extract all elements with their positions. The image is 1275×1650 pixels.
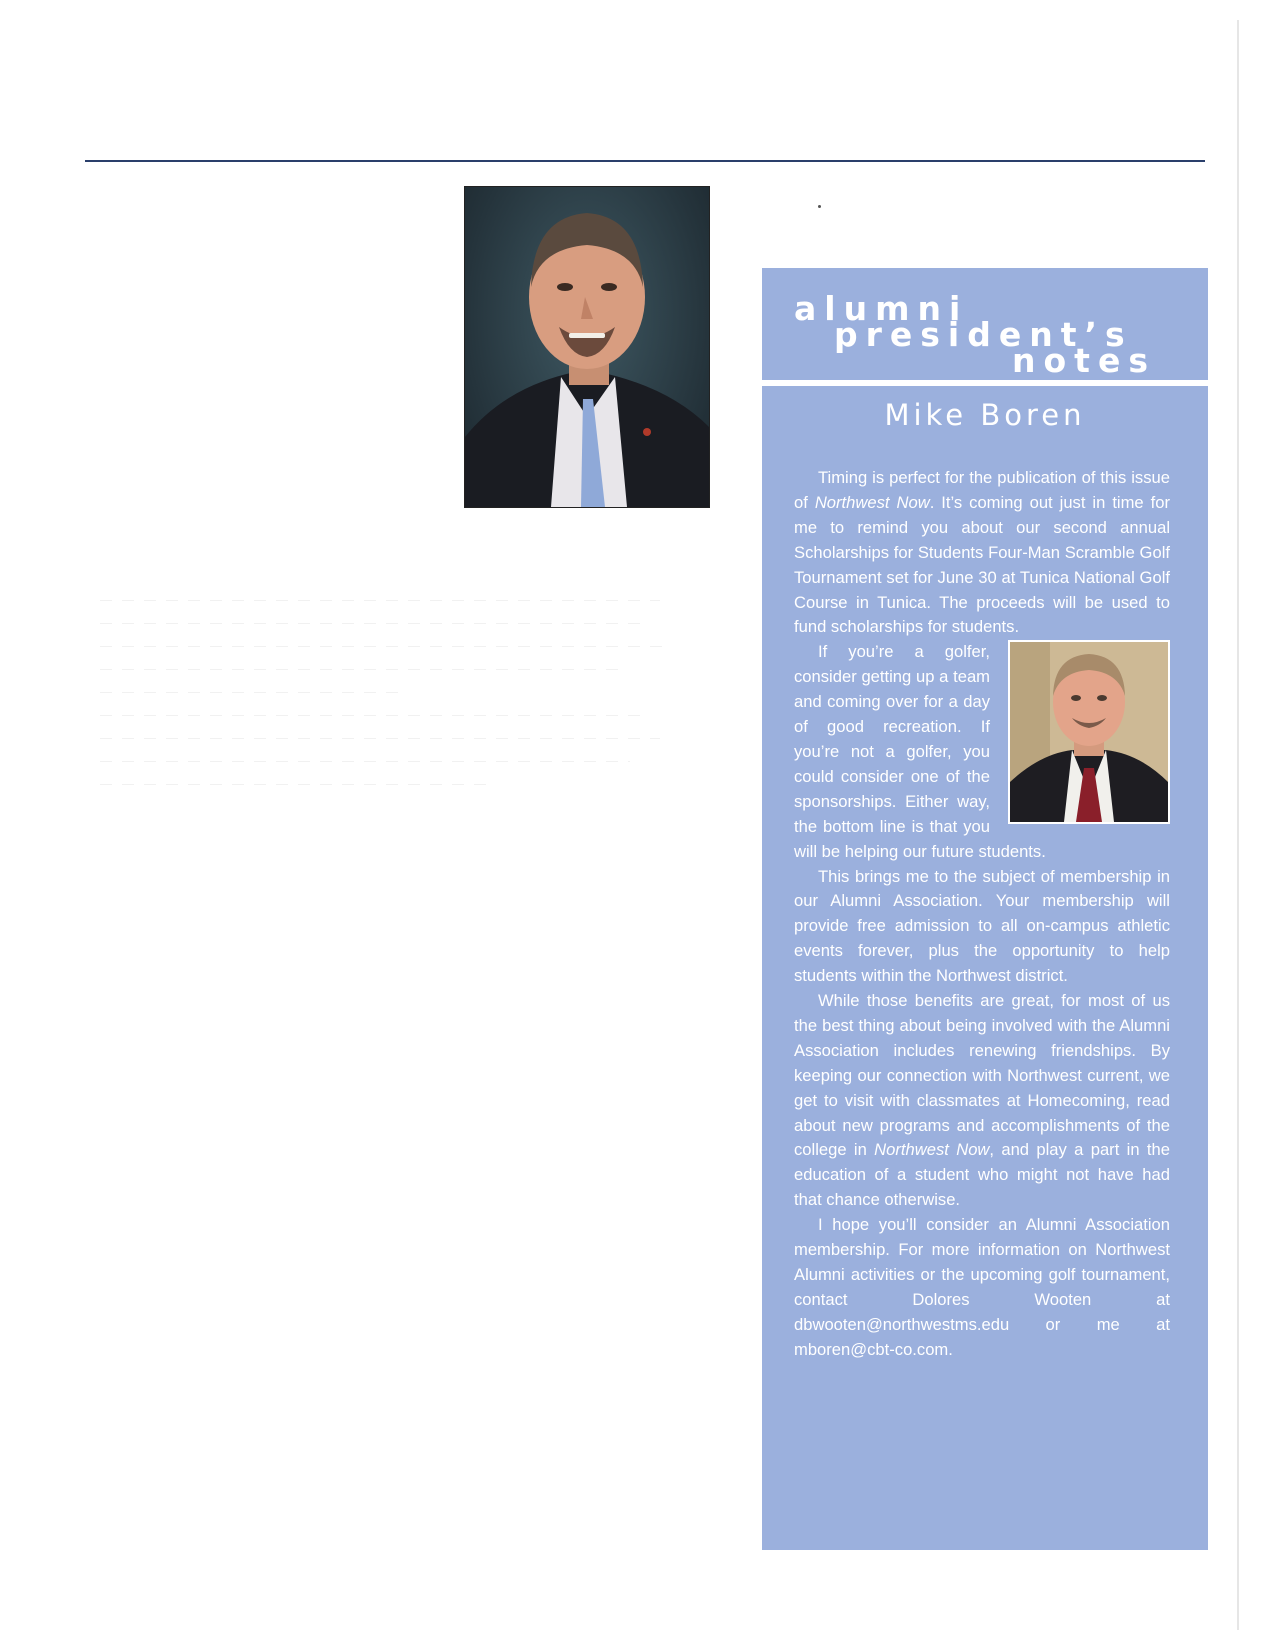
title-word-alumni: alumni (794, 289, 969, 328)
stray-dot (818, 205, 821, 208)
paragraph-1-part-1: Timing is perfect for the publication of this issue of (794, 468, 1170, 512)
publication-name: Northwest Now (874, 1140, 990, 1160)
paragraph-4 (794, 989, 1170, 1213)
title-word-notes: notes (1012, 341, 1156, 380)
paragraph-4-part-1: While those benefits are great, for most of us the best thing about being involved with the Alumni Association includes renewing friendships. By keeping our connection with Northwest current, we get to visit with classmates at Homecoming, read about new programs and accomplishments of the college in (794, 991, 1170, 1160)
header-rule (85, 160, 1205, 162)
faded-left-column (100, 600, 700, 1500)
paragraph-2: If you’re a golfer, consider getting up a team and coming over for a day of good recreation. If you’re not a golfer, you could consider one of the sponsorships. Either way, the bottom line is that you will be helping our future students. (794, 642, 1046, 861)
publication-name: Northwest Now (814, 492, 930, 512)
paragraph-3: This brings me to the subject of membership in our Alumni Association. Your membership will provide free admission to all on-campus athletic events forever, plus the opportunity to help students within the Northwest district. (794, 866, 1170, 986)
page-edge-shadow (1237, 20, 1239, 1630)
sidebar-body (762, 386, 1208, 1550)
title-word-presidents: president’s (834, 315, 1133, 354)
paragraph-4-part-3: , and play a part in the education of a student who might not have had that chance otherwise. (794, 1140, 1170, 1210)
portrait-photo-main (464, 186, 710, 508)
article-body (794, 466, 1170, 1363)
sidebar-title-block (762, 268, 1208, 380)
author-name: Mike Boren (884, 398, 1086, 432)
portrait-photo-inset (1008, 640, 1170, 824)
paragraph-1 (794, 466, 1170, 640)
paragraph-5: I hope you’ll consider an Alumni Association membership. For more information on Northwest Alumni activities or the upcoming golf tournament, contact Dolores Wooten at dbwooten@northwestms.edu or me at mboren@cbt-co.com. (794, 1215, 1170, 1359)
paragraph-1-part-3: . It’s coming out just in time for me to remind you about our second annual Scholarships for Students Four-Man Scramble Golf Tournament set for June 30 at Tunica National Golf Course in Tunica. The proceeds will be used to fund scholarships for students. (794, 492, 1170, 637)
